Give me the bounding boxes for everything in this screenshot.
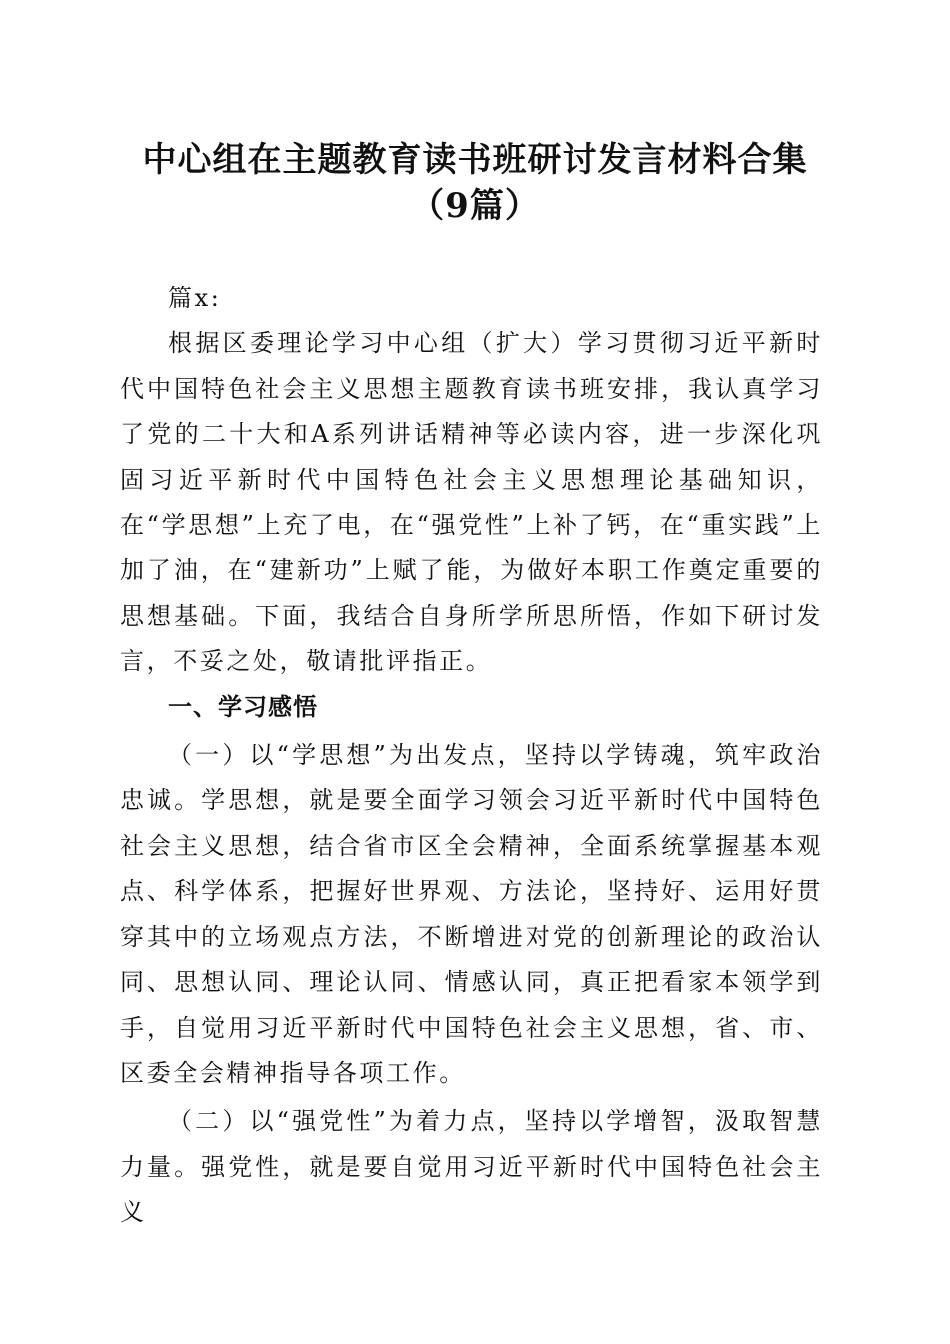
section-heading: 一、学习感悟	[168, 692, 318, 721]
document-body	[120, 276, 823, 1236]
intro-paragraph: 根据区委理论学习中心组（扩大）学习贯彻习近平新时代中国特色社会主义思想主题教育读书班安排，我认真学习了党的二十大和A系列讲话精神等必读内容，进一步深化巩固习近平新时代中国特色社会主义思想理论基础知识，在“学思想”上充了电，在“强党性”上补了钙，在“重实践”上加了油，在“建新功”上赋了能，为做好本职工作奠定重要的思想基础。下面，我结合自身所学所思所悟，作如下研讨发言，不妥之处，敬请批评指正。	[120, 329, 823, 676]
subsection-paragraph-2: （二）以“强党性”为着力点，坚持以学增智，汲取智慧力量。强党性，就是要自觉用习近平新时代中国特色社会主义	[120, 1107, 823, 1227]
document-title: 中心组在主题教育读书班研讨发言材料合集	[142, 140, 808, 180]
section-label: 篇x:	[168, 284, 222, 312]
subsection-paragraph-1: （一）以“学思想”为出发点，坚持以学铸魂，筑牢政治忠诚。学思想，就是要全面学习领会习近平新时代中国特色社会主义思想，结合省市区全会精神，全面系统掌握基本观点、科学体系，把握好世界观、方法论，坚持好、运用好贯穿其中的立场观点方法，不断增进对党的创新理论的政治认同、思想认同、理论认同、情感认同，真正把看家本领学到手，自觉用习近平新时代中国特色社会主义思想，省、市、区委全会精神指导各项工作。	[120, 741, 823, 1087]
document-title-count: （9篇）	[410, 186, 540, 226]
